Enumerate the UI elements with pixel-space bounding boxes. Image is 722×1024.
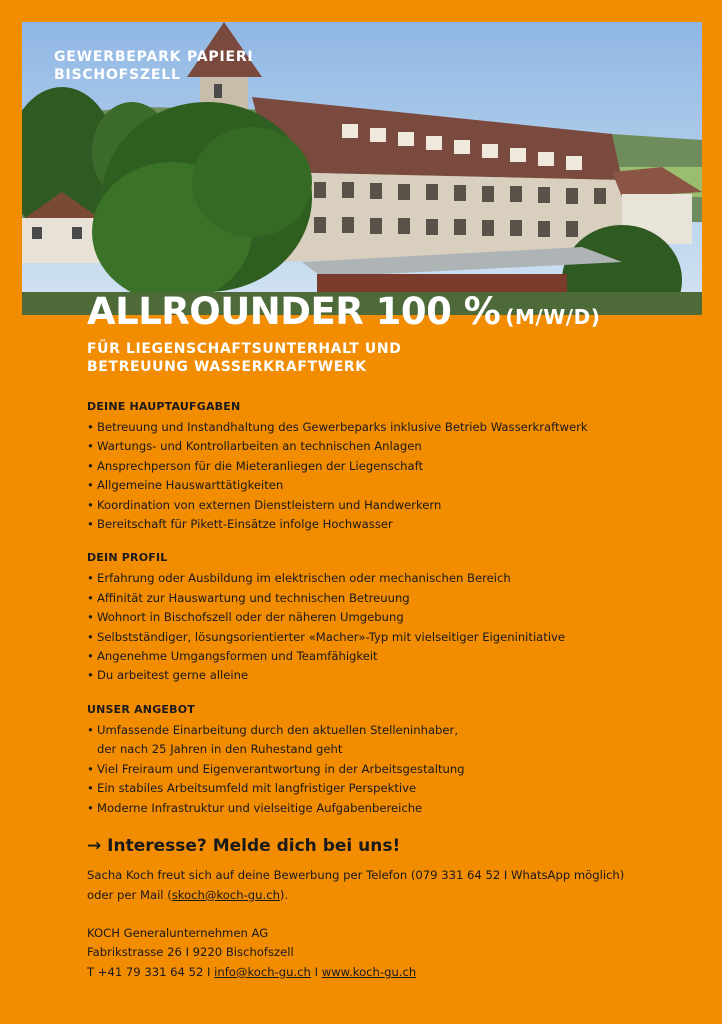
offer-section [87,703,687,818]
contact-email-link[interactable]: skoch@koch-gu.ch [171,887,280,902]
company-website-link[interactable]: www.koch-gu.ch [321,964,417,979]
contact-line-2-suffix: ). [279,887,289,902]
list-item: • Affinität zur Hauswartung und technischen Betreuung [87,589,687,608]
offer-item-1-line-2: der nach 25 Jahren in den Ruhestand geht [97,742,343,757]
list-item: • Ein stabiles Arbeitsumfeld mit langfristiger Perspektive [87,779,687,798]
list-item: • Selbstständiger, lösungsorientierter «Macher»-Typ mit vielseitiger Eigeninitiative [87,628,687,647]
company-contacts [87,963,687,983]
company-name: KOCH Generalunternehmen AG [87,925,269,940]
list-item: • Du arbeitest gerne alleine [87,666,687,685]
job-description [87,400,687,982]
hero-photo [22,22,702,315]
company-info [87,924,687,983]
profile-title: DEIN PROFIL [87,551,168,565]
list-item [87,721,687,760]
job-subtitle-line-2: BETREUUNG WASSERKRAFTWERK [87,359,367,375]
contact-line-1: Sacha Koch freut sich auf deine Bewerbung per Telefon (079 331 64 52 I WhatsApp möglich) [87,867,625,882]
offer-list [87,721,687,818]
list-item: • Wartungs- und Kontrollarbeiten an technischen Anlagen [87,437,687,456]
contact-line-2 [87,886,687,906]
company-address: Fabrikstrasse 26 I 9220 Bischofszell [87,945,294,960]
brand-line-1: GEWERBEPARK PAPIERI [54,49,254,65]
list-item: • Koordination von externen Dienstleistern und Handwerkern [87,496,687,515]
contact-text [87,866,687,906]
offer-title: UNSER ANGEBOT [87,702,195,716]
job-subtitle [87,340,401,376]
tasks-list [87,418,687,534]
company-phone: T +41 79 331 64 52 I [87,964,215,979]
tasks-section [87,400,687,534]
job-title-suffix: (M/W/D) [505,305,601,329]
list-item: • Allgemeine Hauswarttätigkeiten [87,476,687,495]
list-item: • Viel Freiraum und Eigenverantwortung in der Arbeitsgestaltung [87,760,687,779]
list-item: • Ansprechperson für die Mieteranliegen der Liegenschaft [87,457,687,476]
list-item: • Moderne Infrastruktur und vielseitige Aufgabenbereiche [87,799,687,818]
profile-list [87,569,687,685]
contact-line-2-prefix: oder per Mail ( [87,887,172,902]
job-title-main: ALLROUNDER 100 % [87,290,501,333]
brand-logo-text [54,48,253,84]
offer-item-1-line-1: Umfassende Einarbeitung durch den aktuellen Stelleninhaber, [97,722,459,737]
profile-section [87,551,687,685]
list-item: • Betreuung und Instandhaltung des Gewerbeparks inklusive Betrieb Wasserkraftwerk [87,418,687,437]
company-email-link[interactable]: info@koch-gu.ch [214,964,311,979]
cta-heading: → Interesse? Melde dich bei uns! [87,835,401,856]
job-title [87,290,600,333]
list-item: • Wohnort in Bischofszell oder der näheren Umgebung [87,608,687,627]
tasks-title: DEINE HAUPTAUFGABEN [87,400,241,413]
list-item: • Erfahrung oder Ausbildung im elektrischen oder mechanischen Bereich [87,569,687,588]
list-item: • Bereitschaft für Pikett-Einsätze infolge Hochwasser [87,515,687,534]
company-separator: I [310,964,322,979]
list-item: • Angenehme Umgangsformen und Teamfähigkeit [87,647,687,666]
job-subtitle-line-1: FÜR LIEGENSCHAFTSUNTERHALT UND [87,341,402,357]
brand-line-2: BISCHOFSZELL [54,67,181,83]
